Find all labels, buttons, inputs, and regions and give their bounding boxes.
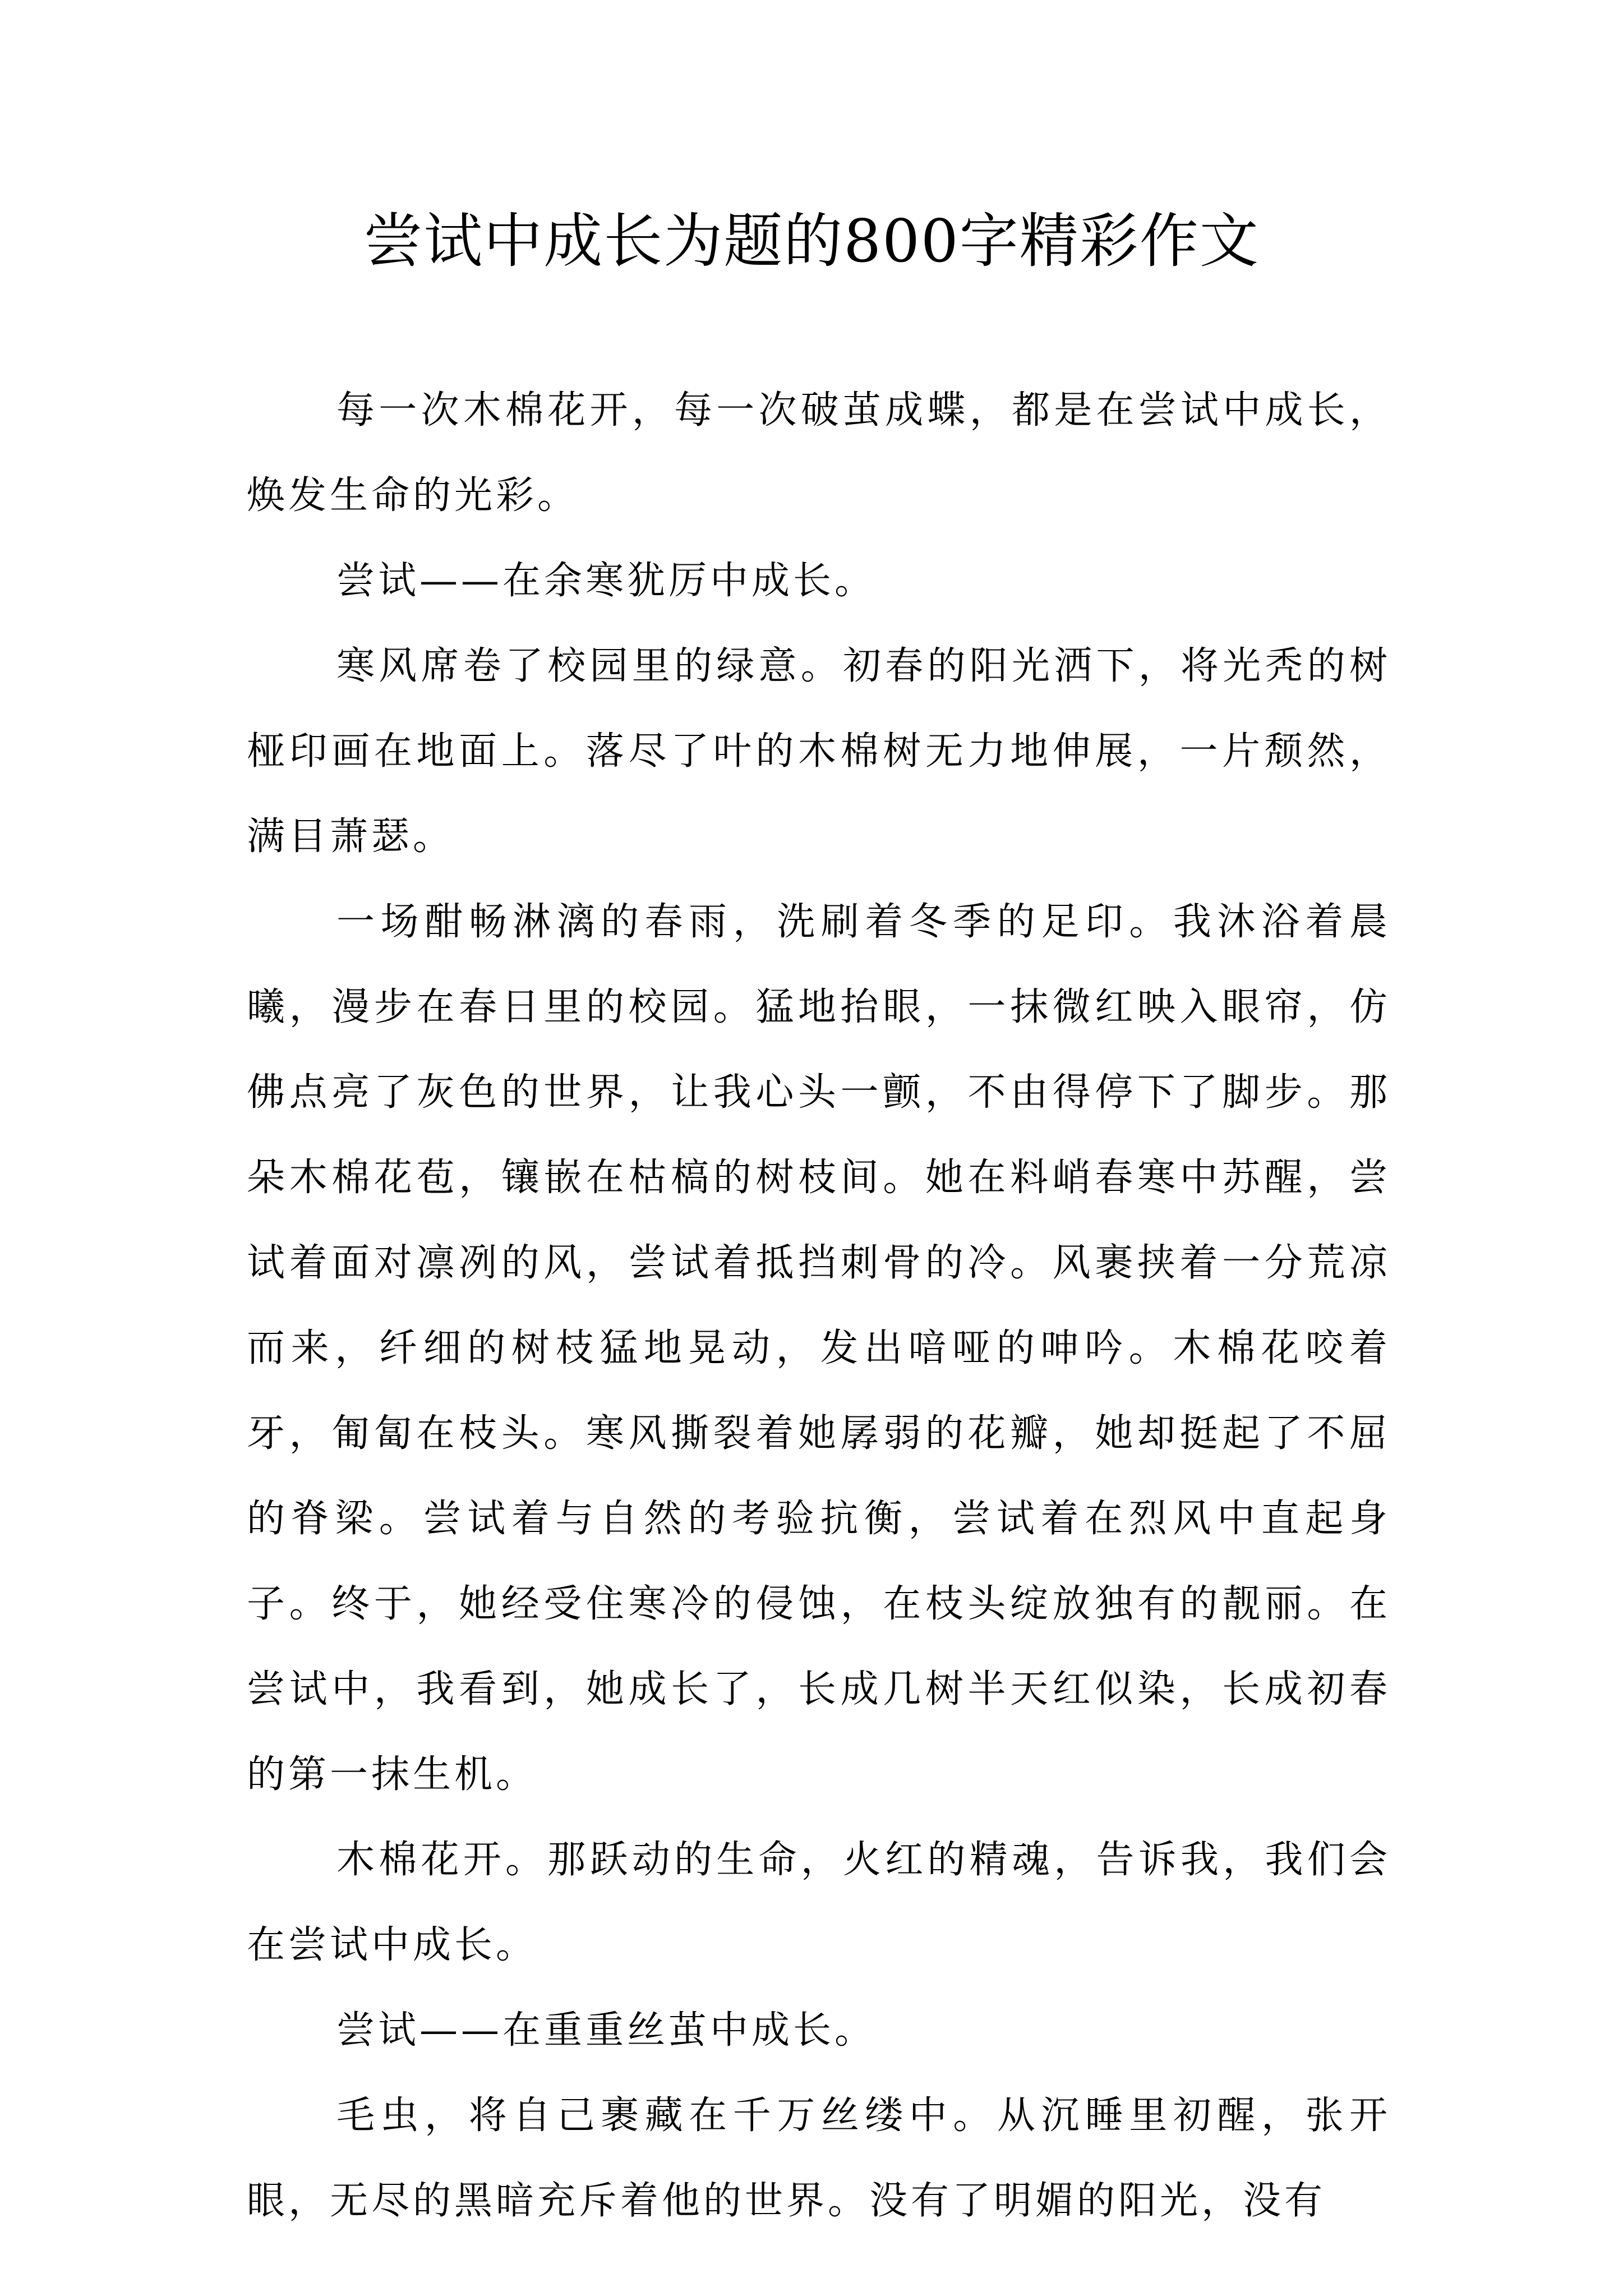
paragraph: 毛虫，将自己裹藏在千万丝缕中。从沉睡里初醒，张开眼，无尽的黑暗充斥着他的世界。没有了明媚的阳光，没有 [247,2093,1391,2223]
document-body [247,368,1391,2244]
paragraph: 寒风席卷了校园里的绿意。初春的阳光洒下，将光秃的树桠印画在地面上。落尽了叶的木棉树无力地伸展，一片颓然，满目萧瑟。 [247,644,1391,859]
paragraph: 木棉花开。那跃动的生命，火红的精魂，告诉我，我们会在尝试中成长。 [247,1838,1391,1967]
paragraph: 一场酣畅淋漓的春雨，洗刷着冬季的足印。我沐浴着晨曦，漫步在春日里的校园。猛地抬眼，一抹微红映入眼帘，仿佛点亮了灰色的世界，让我心头一颤，不由得停下了脚步。那朵木棉花苞，镶嵌在枯槁的树枝间。她在料峭春寒中苏醒，尝试着面对凛冽的风，尝试着抵挡刺骨的冷。风裹挟着一分荒凉而来，纤细的树枝猛地晃动，发出喑哑的呻吟。木棉花咬着牙，匍匐在枝头。寒风撕裂着她孱弱的花瓣，她却挺起了不屈的脊梁。尝试着与自然的考验抗衡，尝试着在烈风中直起身子。终于，她经受住寒冷的侵蚀，在枝头绽放独有的靓丽。在尝试中，我看到，她成长了，长成几树半天红似染，长成初春的第一抹生机。 [247,900,1391,1797]
document-title: 尝试中成长为题的800字精彩作文 [363,207,1260,275]
paragraph: 每一次木棉花开，每一次破茧成蝶，都是在尝试中成长，焕发生命的光彩。 [247,388,1391,518]
paragraph: 尝试——在余寒犹厉中成长。 [336,559,877,603]
paragraph: 尝试——在重重丝茧中成长。 [336,2008,877,2053]
